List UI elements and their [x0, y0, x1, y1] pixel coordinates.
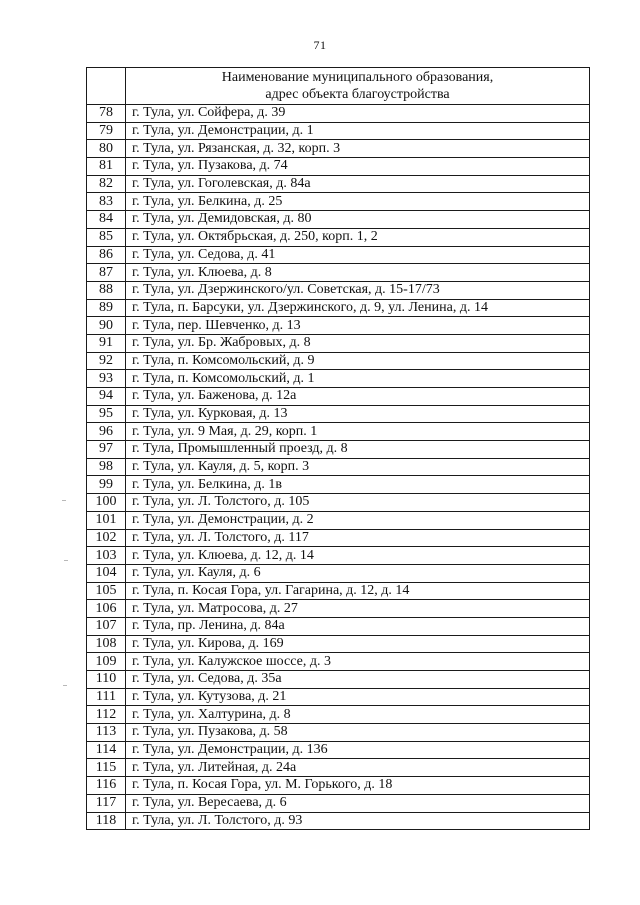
row-address-cell: г. Тула, ул. Кутузова, д. 21	[126, 688, 590, 706]
row-address-cell: г. Тула, пер. Шевченко, д. 13	[126, 317, 590, 335]
table-row	[87, 158, 590, 176]
row-number-cell: 97	[87, 441, 126, 459]
table-row	[87, 653, 590, 671]
row-number-cell: 93	[87, 370, 126, 388]
row-number-cell: 98	[87, 458, 126, 476]
row-address-cell: г. Тула, Промышленный проезд, д. 8	[126, 441, 590, 459]
row-address-cell: г. Тула, ул. Демидовская, д. 80	[126, 211, 590, 229]
table-row	[87, 122, 590, 140]
table-row	[87, 334, 590, 352]
row-address-cell: г. Тула, ул. Бр. Жабровых, д. 8	[126, 334, 590, 352]
table-row	[87, 724, 590, 742]
table-row	[87, 193, 590, 211]
row-address-cell: г. Тула, п. Косая Гора, ул. М. Горького, д. 18	[126, 777, 590, 795]
row-address-cell: г. Тула, ул. Л. Толстого, д. 117	[126, 529, 590, 547]
row-number-cell: 118	[87, 812, 126, 830]
row-number-cell: 114	[87, 741, 126, 759]
row-address-cell: г. Тула, ул. Пузакова, д. 58	[126, 724, 590, 742]
header-number-cell	[87, 68, 126, 105]
table-row	[87, 777, 590, 795]
row-address-cell: г. Тула, ул. Курковая, д. 13	[126, 405, 590, 423]
row-address-cell: г. Тула, ул. Гоголевская, д. 84а	[126, 175, 590, 193]
row-number-cell: 106	[87, 600, 126, 618]
table-row	[87, 299, 590, 317]
row-address-cell: г. Тула, ул. Л. Толстого, д. 93	[126, 812, 590, 830]
row-address-cell: г. Тула, ул. Белкина, д. 25	[126, 193, 590, 211]
row-address-cell: г. Тула, ул. Демонстрации, д. 1	[126, 122, 590, 140]
row-number-cell: 116	[87, 777, 126, 795]
row-number-cell: 94	[87, 388, 126, 406]
row-number-cell: 80	[87, 140, 126, 158]
table-row	[87, 741, 590, 759]
table-row	[87, 617, 590, 635]
row-number-cell: 105	[87, 582, 126, 600]
row-address-cell: г. Тула, ул. Дзержинского/ул. Советская, д. 15-17/73	[126, 281, 590, 299]
row-address-cell: г. Тула, ул. Клюева, д. 8	[126, 264, 590, 282]
row-address-cell: г. Тула, п. Косая Гора, ул. Гагарина, д. 12, д. 14	[126, 582, 590, 600]
row-number-cell: 86	[87, 246, 126, 264]
row-number-cell: 108	[87, 635, 126, 653]
row-address-cell: г. Тула, ул. Кауля, д. 6	[126, 564, 590, 582]
table-row	[87, 175, 590, 193]
table-row	[87, 794, 590, 812]
table-row	[87, 476, 590, 494]
table-body	[87, 105, 590, 830]
row-number-cell: 99	[87, 476, 126, 494]
row-number-cell: 83	[87, 193, 126, 211]
row-address-cell: г. Тула, ул. Калужское шоссе, д. 3	[126, 653, 590, 671]
row-address-cell: г. Тула, ул. Пузакова, д. 74	[126, 158, 590, 176]
table-row	[87, 140, 590, 158]
row-address-cell: г. Тула, ул. Сойфера, д. 39	[126, 105, 590, 123]
row-address-cell: г. Тула, ул. Рязанская, д. 32, корп. 3	[126, 140, 590, 158]
row-number-cell: 110	[87, 671, 126, 689]
row-number-cell: 92	[87, 352, 126, 370]
row-number-cell: 87	[87, 264, 126, 282]
table-row	[87, 370, 590, 388]
row-address-cell: г. Тула, ул. Седова, д. 41	[126, 246, 590, 264]
row-number-cell: 84	[87, 211, 126, 229]
table-row	[87, 706, 590, 724]
table-row	[87, 317, 590, 335]
table-row	[87, 423, 590, 441]
table-row	[87, 105, 590, 123]
scan-mark	[62, 500, 66, 501]
table-row	[87, 405, 590, 423]
table-row	[87, 352, 590, 370]
table-row	[87, 246, 590, 264]
row-address-cell: г. Тула, ул. Демонстрации, д. 136	[126, 741, 590, 759]
row-number-cell: 95	[87, 405, 126, 423]
row-address-cell: г. Тула, ул. Кирова, д. 169	[126, 635, 590, 653]
row-number-cell: 107	[87, 617, 126, 635]
table-row	[87, 281, 590, 299]
row-number-cell: 91	[87, 334, 126, 352]
table-row	[87, 547, 590, 565]
row-address-cell: г. Тула, п. Комсомольский, д. 9	[126, 352, 590, 370]
row-number-cell: 89	[87, 299, 126, 317]
table-row	[87, 264, 590, 282]
table-header-row	[87, 68, 590, 105]
row-address-cell: г. Тула, ул. Баженова, д. 12а	[126, 388, 590, 406]
scan-mark	[64, 560, 68, 561]
row-number-cell: 115	[87, 759, 126, 777]
row-number-cell: 100	[87, 494, 126, 512]
table-row	[87, 511, 590, 529]
row-address-cell: г. Тула, п. Комсомольский, д. 1	[126, 370, 590, 388]
row-number-cell: 113	[87, 724, 126, 742]
row-address-cell: г. Тула, ул. Вересаева, д. 6	[126, 794, 590, 812]
row-number-cell: 102	[87, 529, 126, 547]
row-number-cell: 96	[87, 423, 126, 441]
row-address-cell: г. Тула, ул. Седова, д. 35а	[126, 671, 590, 689]
row-address-cell: г. Тула, пр. Ленина, д. 84а	[126, 617, 590, 635]
page-number: 71	[313, 38, 327, 52]
row-address-cell: г. Тула, ул. Л. Толстого, д. 105	[126, 494, 590, 512]
table-row	[87, 529, 590, 547]
row-number-cell: 104	[87, 564, 126, 582]
row-number-cell: 101	[87, 511, 126, 529]
table-row	[87, 228, 590, 246]
row-number-cell: 78	[87, 105, 126, 123]
row-number-cell: 82	[87, 175, 126, 193]
header-name-line2: адрес объекта благоустройства	[265, 87, 450, 102]
row-address-cell: г. Тула, ул. Кауля, д. 5, корп. 3	[126, 458, 590, 476]
table-row	[87, 582, 590, 600]
row-number-cell: 112	[87, 706, 126, 724]
row-address-cell: г. Тула, ул. Клюева, д. 12, д. 14	[126, 547, 590, 565]
row-address-cell: г. Тула, ул. Матросова, д. 27	[126, 600, 590, 618]
row-number-cell: 81	[87, 158, 126, 176]
table-row	[87, 494, 590, 512]
header-name-line1: Наименование муниципального образования,	[221, 70, 494, 85]
table-row	[87, 600, 590, 618]
table-row	[87, 759, 590, 777]
address-table	[86, 67, 590, 830]
row-number-cell: 79	[87, 122, 126, 140]
table-row	[87, 635, 590, 653]
row-address-cell: г. Тула, ул. 9 Мая, д. 29, корп. 1	[126, 423, 590, 441]
row-number-cell: 103	[87, 547, 126, 565]
table-row	[87, 671, 590, 689]
row-address-cell: г. Тула, ул. Демонстрации, д. 2	[126, 511, 590, 529]
table-row	[87, 688, 590, 706]
table-row	[87, 441, 590, 459]
row-address-cell: г. Тула, п. Барсуки, ул. Дзержинского, д. 9, ул. Ленина, д. 14	[126, 299, 590, 317]
row-number-cell: 90	[87, 317, 126, 335]
row-address-cell: г. Тула, ул. Халтурина, д. 8	[126, 706, 590, 724]
row-address-cell: г. Тула, ул. Белкина, д. 1в	[126, 476, 590, 494]
table-row	[87, 388, 590, 406]
table-row	[87, 211, 590, 229]
scan-mark	[63, 685, 67, 686]
row-address-cell: г. Тула, ул. Октябрьская, д. 250, корп. 1, 2	[126, 228, 590, 246]
row-number-cell: 111	[87, 688, 126, 706]
row-number-cell: 109	[87, 653, 126, 671]
row-number-cell: 85	[87, 228, 126, 246]
row-number-cell: 117	[87, 794, 126, 812]
row-number-cell: 88	[87, 281, 126, 299]
row-address-cell: г. Тула, ул. Литейная, д. 24а	[126, 759, 590, 777]
header-name-cell	[126, 68, 590, 105]
table-row	[87, 812, 590, 830]
table-row	[87, 564, 590, 582]
table-row	[87, 458, 590, 476]
